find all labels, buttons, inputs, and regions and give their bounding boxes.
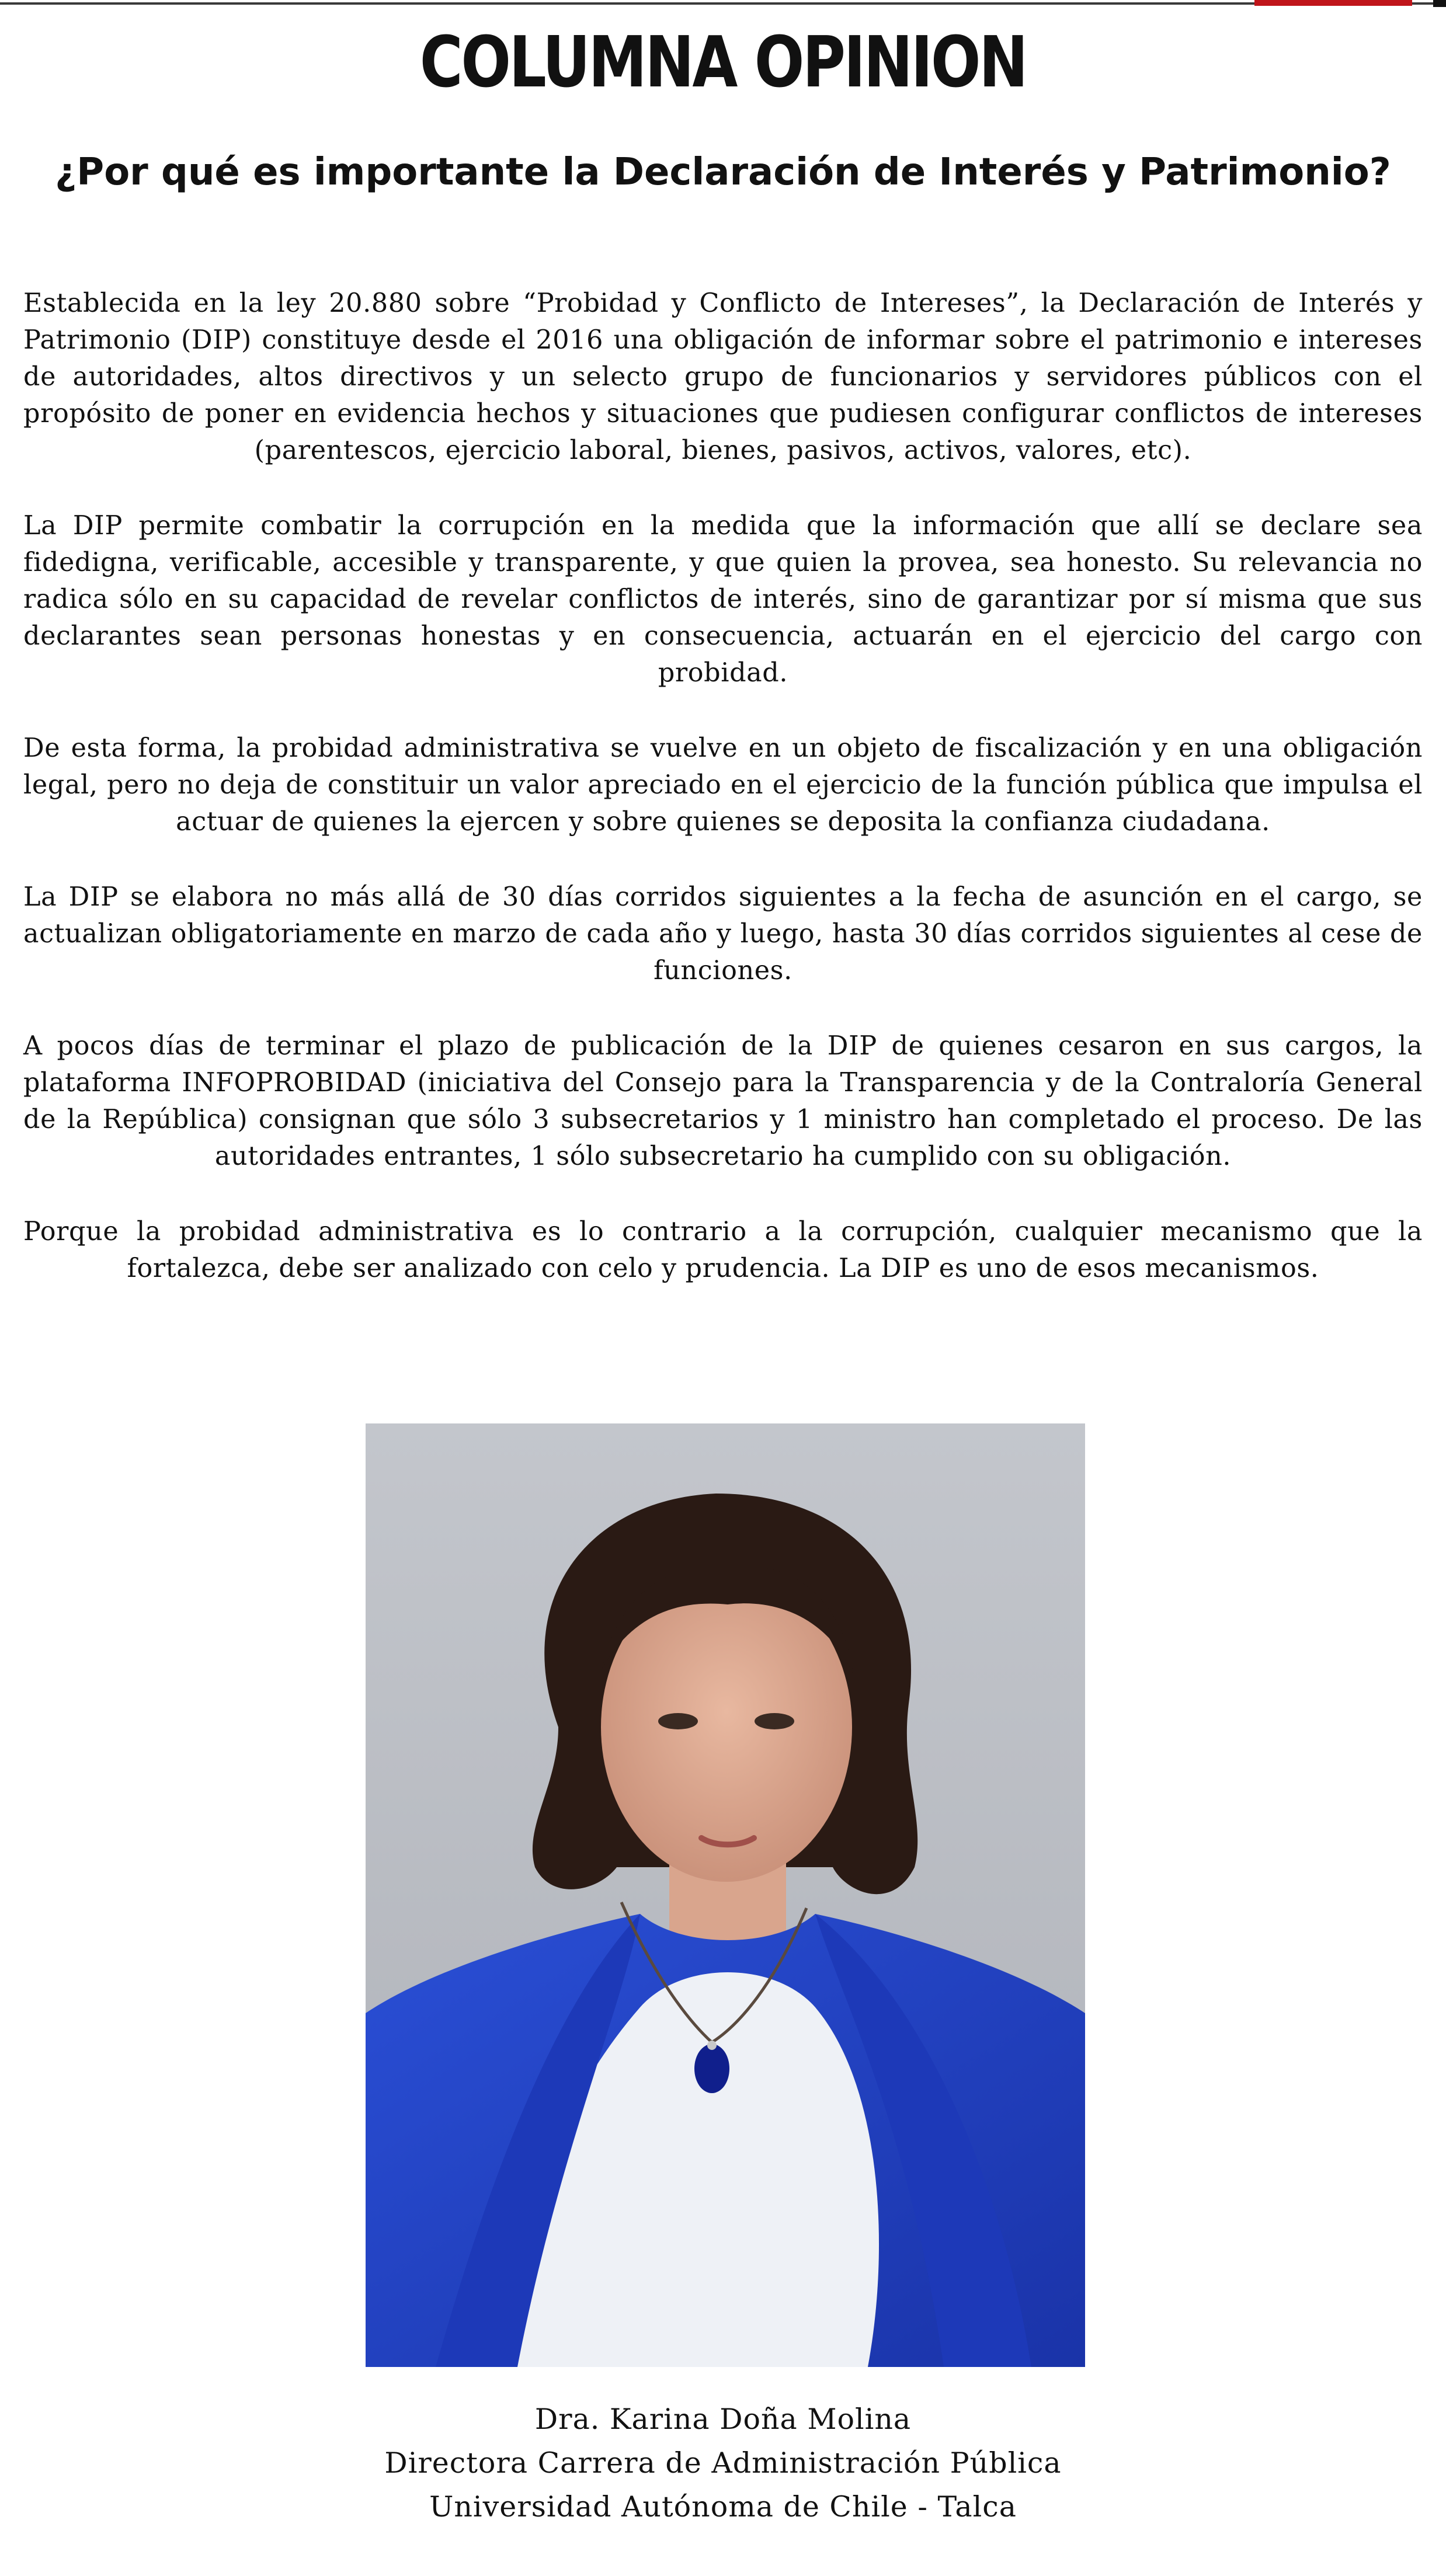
paragraph-6: Porque la probidad administrativa es lo contrario a la corrupción, cualquier mecanismo que la fortalezca, debe ser analizado con celo y prudencia. La DIP es uno de esos mecanismos. (23, 1217, 1423, 1283)
author-role: Directora Carrera de Administración Pública (384, 2446, 1062, 2480)
paragraph-2: La DIP permite combatir la corrupción en la medida que la información que allí se declare sea fidedigna, verificable, accesible y transparente, y que quien la provea, sea honesto. Su relevancia no radica sólo en su capacidad de revelar conflictos de interés, sino de garantizar por sí misma que sus declarantes sean personas honestas y en consecuencia, actuarán en el ejercicio del cargo con probidad. (23, 511, 1423, 688)
article-headline: ¿Por qué es importante la Declaración de Interés y Patrimonio? (55, 151, 1391, 194)
author-institution: Universidad Autónoma de Chile - Talca (429, 2490, 1017, 2523)
author-name: Dra. Karina Doña Molina (534, 2403, 912, 2436)
top-corner-mark (1433, 0, 1446, 7)
paragraph-3: De esta forma, la probidad administrativa se vuelve en un objeto de fiscalización y en una obligación legal, pero no deja de constituir un valor apreciado en el ejercicio de la función pública que impulsa el actuar de quienes la ejercen y sobre quienes se deposita la confianza ciudadana. (23, 733, 1423, 837)
author-photo (366, 1423, 1085, 2367)
author-signature (0, 2397, 1446, 2529)
article-body (23, 285, 1423, 1325)
paragraph-5: A pocos días de terminar el plazo de publicación de la DIP de quienes cesaron en sus cargos, la plataforma INFOPROBIDAD (iniciativa del Consejo para la Transparencia y de la Contraloría General de la República) consignan que sólo 3 subsecretarios y 1 ministro han completado el proceso. De las autoridades entrantes, 1 sólo subsecretario ha cumplido con su obligación. (23, 1031, 1423, 1171)
section-title: COLUMNA OPINION (419, 22, 1027, 103)
top-accent-bar (1254, 0, 1412, 6)
paragraph-1: Establecida en la ley 20.880 sobre “Probidad y Conflicto de Intereses”, la Declaración de Interés y Patrimonio (DIP) constituye desde el 2016 una obligación de informar sobre el patrimonio e intereses de autoridades, altos directivos y un selecto grupo de funcionarios y servidores públicos con el propósito de poner en evidencia hechos y situaciones que pudiesen configurar conflictos de intereses (parentescos, ejercicio laboral, bienes, pasivos, activos, valores, etc). (23, 288, 1423, 465)
top-rule (0, 2, 1446, 5)
paragraph-4: La DIP se elabora no más allá de 30 días corridos siguientes a la fecha de asunción en el cargo, se actualizan obligatoriamente en marzo de cada año y luego, hasta 30 días corridos siguientes al cese de funciones. (23, 882, 1423, 986)
